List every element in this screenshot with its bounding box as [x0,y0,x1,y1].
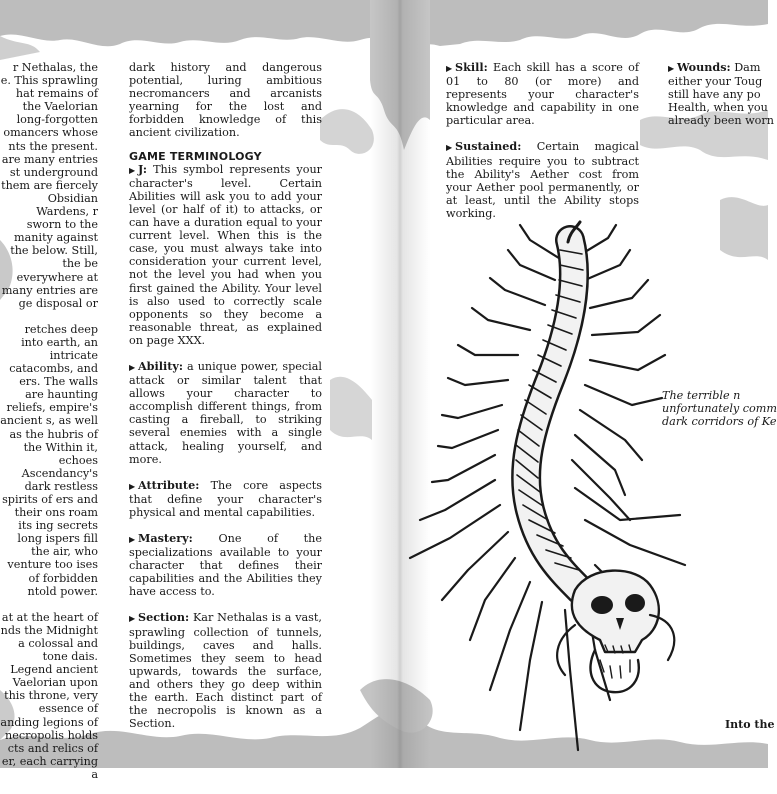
right-triangle-icon: ▶ [129,165,136,175]
text-line: still have any po [668,88,761,102]
term-entry-skill [446,61,639,127]
term-entry-sustained [446,140,639,220]
term-label: Sustained: [455,139,522,154]
paragraph: retches deep into earth, an intricate catacombs, and ers. The walls are haunting reliefs, empire's ancient s, as well as the hubris of the Within it, echoes Ascendancy's dark restless spirits of ers and their ons roam its ing secrets long ispers fill the air, who venture too ises of forbidden ntold power. [0,322,98,598]
term-entry-mastery [129,532,322,598]
term-description: This symbol represents your character's level. Certain Abilities will ask you to add your level (or half of it) to attacks, or can have a duration equal to your current level. When this is the case, you must always take into consideration your current level, not the level you had when you first gained the Ability. Your level is also used to correctly scale opponents so they become a reasonable threat, as explained on page XXX. [129,162,322,347]
paragraph: dark history and dangerous potential, luring ambitious necromancers and arcanists yearning for the lost and forbidden knowledge of this ancient civilization. [129,61,322,140]
right-triangle-icon: ▶ [446,143,453,153]
right-triangle-icon: ▶ [129,614,136,624]
term-label: Section: [138,610,190,625]
text-line: Health, when you [668,101,768,115]
term-entry-ability [129,360,322,466]
caption-line: dark corridors of Ke [662,415,777,429]
term-label: Mastery: [138,531,193,545]
caption-line: unfortunately comm [662,402,777,416]
term-label: Ability: [138,358,184,373]
skeletal-centipede-illustration [380,220,710,768]
right-triangle-icon: ▶ [129,535,136,544]
term-entry-level [129,163,322,347]
right-triangle-icon: ▶ [446,64,453,73]
term-description: Each skill has a score of 01 to 80 (or more) and represents your character's knowledge and capability in one particular area. [446,61,639,128]
paragraph: at at the heart of nds the Midnight a colossal and tone dais. Legend ancient Vaelorian upon this throne, very essence of anding legions of necropolis holds cts and relics of er, each carrying a [0,610,98,781]
term-entry-section [129,611,322,730]
term-label: Skill: [455,60,488,74]
paragraph: r Nethalas, the e. This sprawling hat remains of the Vaelorian long-forgotten omancers whose nts the present. are many entries st underground them are fiercely Obsidian Wardens, r sworn to the manity against the below. Still, the be everywhere at many entries are ge disposal or [0,61,98,310]
right-triangle-icon: ▶ [668,64,675,73]
term-label: Attribute: [138,477,200,492]
text-line: Dam [734,61,761,74]
term-description: One of the specializations available to your character that defines their capabilities and the Abilities they have access to. [129,532,322,599]
term-description: a unique power, special attack or similar talent that allows your character to accomplish different things, from casting a fireball, to striking several enemies with a single attack, healing yourself, and more. [129,359,322,466]
right-page-column-1 [446,61,639,233]
text-line: already been worn [668,114,774,128]
term-entry-attribute [129,479,322,519]
term-description: Certain magical Abilities require you to subtract the Ability's Aether cost from your Aether pool permanently, or at least, until the Ability stops working. [446,140,639,220]
right-triangle-icon: ▶ [129,481,136,491]
right-triangle-icon: ▶ [129,362,136,372]
page-footer: Into the [725,718,775,731]
term-entry-wounds [668,61,768,75]
term-label: Wounds: [677,60,731,74]
section-heading: GAME TERMINOLOGY [129,149,262,163]
left-page-column-1 [0,61,98,794]
text-line: either your Toug [668,75,763,89]
term-description: The core aspects that define your character's physical and mental capabilities. [129,478,322,519]
caption-line: The terrible n [662,389,741,402]
right-page-column-2 [668,60,774,128]
left-page-column-2 [129,61,322,743]
term-description: Kar Nethalas is a vast, sprawling collection of tunnels, buildings, caves and halls. Sometimes they seem to head upwards, towards the surface, and others they go deep within the earth. Each distinct part of the necropolis is known as a Section. [129,611,322,731]
term-label: J: [138,161,147,176]
